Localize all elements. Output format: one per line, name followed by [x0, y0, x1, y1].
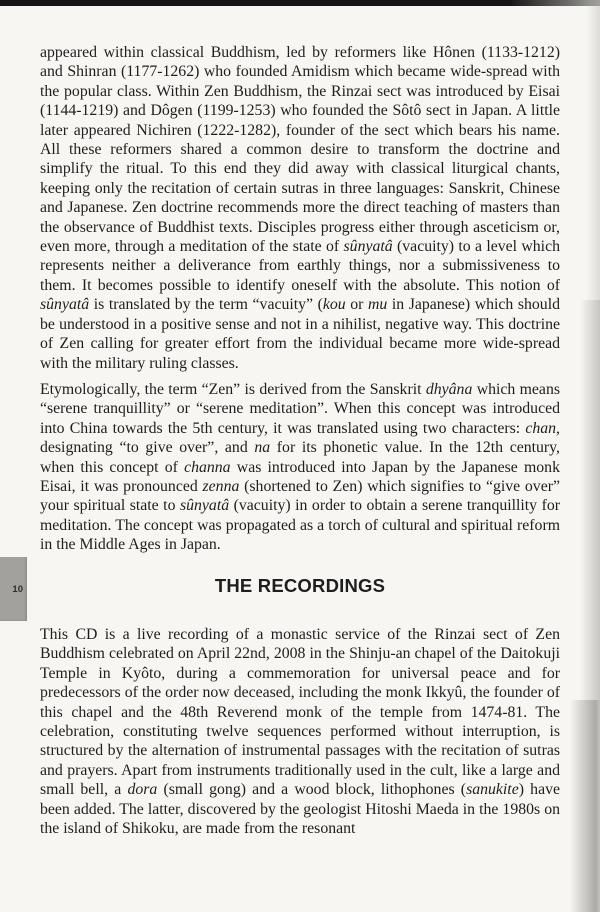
paragraph-zen-history: appeared within classical Buddhism, led by reformers like Hônen (1133-1212) and Shinran (1177-1262) who founded Amidism which became wide-spread with the popular class. Within Zen Buddhism, the Rinzai sect was introduced by Eisai (1144-1219) and Dôgen (1199-1253) who founded the Sôtô sect in Japan. A little later appeared Nichiren (1222-1282), founder of the sect which bears his name. All these reformers shared a common desire to transform the doctrine and simplify the ritual. To this end they did away with classical liturgical chants, keeping only the recitation of certain sutras in three languages: Sanskrit, Chinese and Japanese. Zen doctrine recommends more the direct teaching of masters than the observance of Buddhist texts. Disciples progress either through asceticism or, even more, through a meditation of the state of sûnyatâ (vacuity) to a level which represents neither a deliverance from earthly things, nor a submissiveness to them. It becomes possible to identify oneself with the absolute. This notion of sûnyatâ is translated by the term “vacuity” (kou or mu in Japanese) which should be understood in a positive sense and not in a nihilist, negative way. This doctrine of Zen calling for greater effort from the individual became more wide-spread with the military ruling classes.	[40, 44, 560, 372]
page-number: 10	[12, 583, 23, 595]
page-number-tab	[0, 557, 27, 621]
booklet-text-block	[40, 43, 560, 845]
scan-shadow-right-top	[586, 0, 600, 300]
paragraph-zen-etymology: Etymologically, the term “Zen” is derived from the Sanskrit dhyâna which means “serene tranquillity” or “serene meditation”. When this concept was introduced into China towards the 5th century, it was translated using two characters: chan, designating “to give over”, and na for its phonetic value. In the 12th century, when this concept of channa was introduced into Japan by the Japanese monk Eisai, it was pronounced zenna (shortened to Zen) which signifies to “give over” your spiritual state to sûnyatâ (vacuity) in order to obtain a serene tranquillity for meditation. The concept was propagated as a torch of cultural and spiritual reform in the Middle Ages in Japan.	[40, 380, 560, 554]
scan-shadow-right-middle	[580, 300, 600, 700]
paragraph-recordings-description: This CD is a live recording of a monastic service of the Rinzai sect of Zen Buddhism celebrated on April 22nd, 2008 in the Shinju-an chapel of the Daitokuji Temple in Kyôto, during a commemoration for universal peace and for predecessors of the order now deceased, including the monk Ikkyû, the founder of this chapel and the 48th Reverend monk of the temple from 1474-81. The celebration, constituting twelve sequences performed without interruption, is structured by the alternation of instrumental passages with the recitation of sutras and prayers. Apart from instruments traditionally used in the cult, like a large and small bell, a dora (small gong) and a wood block, lithophones (sanukite) have been added. The latter, discovered by the geologist Hitoshi Maeda in the 1980s on the island of Shikoku, are made from the resonant	[40, 625, 560, 838]
scan-edge-top	[0, 0, 600, 6]
scan-shadow-right-bottom	[570, 700, 600, 912]
section-heading: THE RECORDINGS	[214, 574, 386, 596]
